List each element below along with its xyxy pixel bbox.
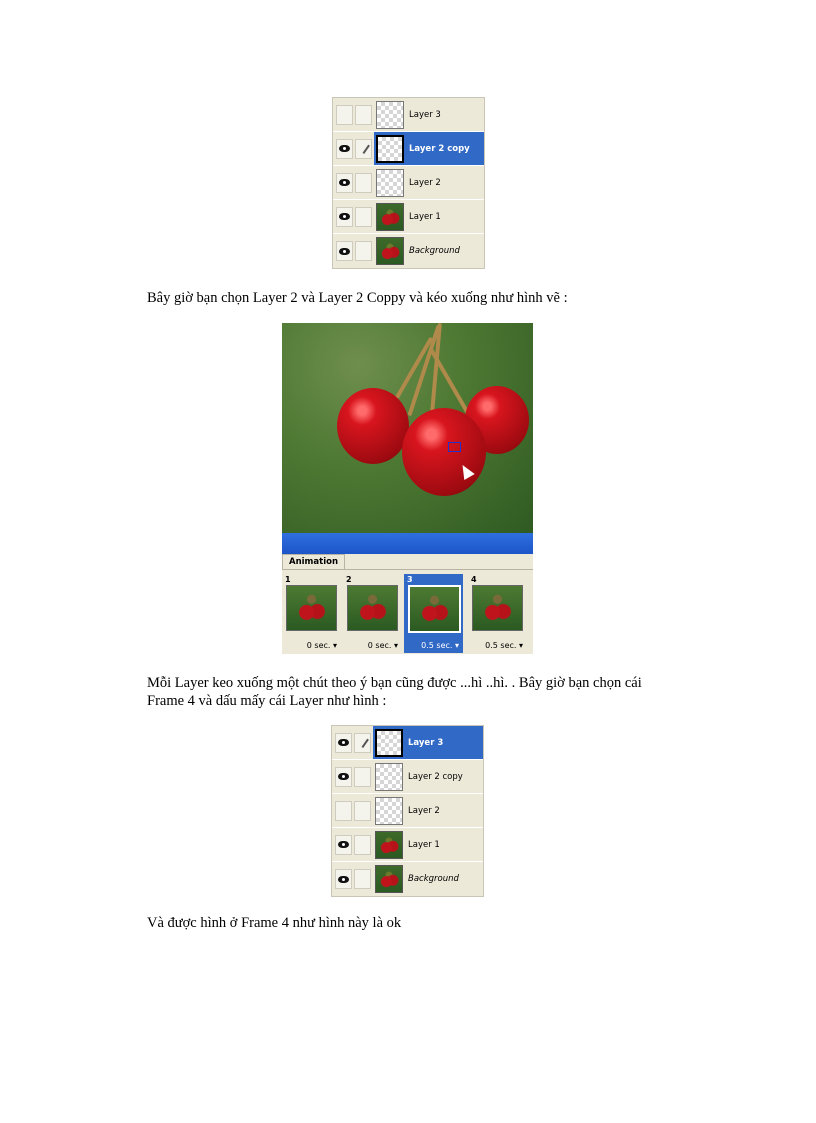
eye-icon — [338, 876, 349, 883]
layer-name: Background — [409, 246, 460, 256]
layer-thumbnail — [375, 729, 403, 757]
eye-icon — [338, 739, 349, 746]
animation-frame[interactable] — [404, 574, 463, 653]
animation-frame[interactable] — [343, 574, 402, 653]
frame-number: 4 — [471, 575, 477, 584]
layer-thumbnail — [375, 763, 403, 791]
frame-thumbnail — [286, 585, 337, 631]
layer-row[interactable] — [333, 132, 484, 166]
layer-name: Layer 3 — [409, 109, 441, 120]
brush-icon — [355, 140, 369, 154]
eye-icon — [338, 841, 349, 848]
layer-row[interactable] — [332, 726, 483, 760]
frame-thumbnail — [408, 585, 461, 633]
layer-row[interactable] — [332, 794, 483, 828]
eye-icon — [339, 179, 350, 186]
animation-frame[interactable] — [468, 574, 527, 653]
brush-icon — [354, 734, 368, 748]
link-toggle[interactable] — [354, 733, 371, 753]
instruction-paragraph-2-line-2: Frame 4 và dấu mấy cái Layer như hình : — [147, 693, 387, 709]
link-toggle[interactable] — [354, 869, 371, 889]
layer-name: Layer 2 copy — [409, 143, 470, 154]
selection-marker — [448, 442, 461, 452]
layer-thumbnail — [375, 865, 403, 893]
frame-delay-dropdown[interactable]: 0 sec. ▾ — [306, 641, 337, 650]
frame-number: 1 — [285, 575, 291, 584]
visibility-toggle[interactable] — [335, 869, 352, 889]
link-toggle[interactable] — [355, 139, 372, 159]
visibility-toggle[interactable] — [335, 733, 352, 753]
frame-number: 2 — [346, 575, 352, 584]
layers-panel-1 — [332, 97, 485, 269]
eye-icon — [339, 248, 350, 255]
layer-name: Layer 1 — [408, 839, 440, 850]
layer-thumbnail — [375, 797, 403, 825]
layer-name: Layer 1 — [409, 211, 441, 222]
eye-icon — [338, 773, 349, 780]
layer-thumbnail — [376, 169, 404, 197]
link-toggle[interactable] — [355, 105, 372, 125]
frame-thumbnail — [347, 585, 398, 631]
layer-row[interactable] — [332, 760, 483, 794]
link-toggle[interactable] — [354, 801, 371, 821]
visibility-toggle[interactable] — [336, 173, 353, 193]
frame-delay-dropdown[interactable]: 0.5 sec. ▾ — [485, 641, 523, 650]
visibility-toggle[interactable] — [336, 207, 353, 227]
layer-thumbnail — [376, 101, 404, 129]
layer-row[interactable] — [333, 234, 484, 268]
layer-name: Layer 3 — [408, 737, 444, 748]
animation-frame[interactable] — [282, 574, 341, 653]
layer-row[interactable] — [333, 200, 484, 234]
layer-row[interactable] — [332, 862, 483, 896]
link-toggle[interactable] — [354, 835, 371, 855]
instruction-paragraph-3: Và được hình ở Frame 4 như hình này là ok — [147, 915, 402, 931]
visibility-toggle[interactable] — [335, 767, 352, 787]
tab-divider — [282, 569, 533, 570]
layer-thumbnail — [376, 135, 404, 163]
layer-row[interactable] — [332, 828, 483, 862]
cherry-photo — [282, 323, 533, 533]
layer-name: Layer 2 — [409, 177, 441, 188]
link-toggle[interactable] — [354, 767, 371, 787]
frame-delay-dropdown[interactable]: 0.5 sec. ▾ — [421, 641, 459, 650]
frame-number: 3 — [407, 575, 413, 584]
layer-thumbnail — [375, 831, 403, 859]
visibility-toggle[interactable] — [336, 105, 353, 125]
tab-animation[interactable]: Animation — [282, 554, 345, 570]
layer-thumbnail — [376, 203, 404, 231]
eye-icon — [339, 213, 350, 220]
animation-screenshot — [282, 323, 533, 654]
instruction-paragraph-2-line-1: Mỗi Layer keo xuống một chút theo ý bạn cũng được ...hì ..hì. . Bây giờ bạn chọn cái — [147, 675, 642, 691]
frame-delay-dropdown[interactable]: 0 sec. ▾ — [367, 641, 398, 650]
layer-row[interactable] — [333, 166, 484, 200]
visibility-toggle[interactable] — [336, 241, 353, 261]
layers-panel-2 — [331, 725, 484, 897]
instruction-paragraph-1: Bây giờ bạn chọn Layer 2 và Layer 2 Coppy và kéo xuống như hình vẽ : — [147, 290, 568, 306]
visibility-toggle[interactable] — [336, 139, 353, 159]
layer-thumbnail — [376, 237, 404, 265]
layer-name: Layer 2 — [408, 805, 440, 816]
layer-name: Layer 2 copy — [408, 771, 463, 782]
eye-icon — [339, 145, 350, 152]
link-toggle[interactable] — [355, 173, 372, 193]
layer-row[interactable] — [333, 98, 484, 132]
frame-thumbnail — [472, 585, 523, 631]
visibility-toggle[interactable] — [335, 801, 352, 821]
layer-name: Background — [408, 874, 459, 884]
visibility-toggle[interactable] — [335, 835, 352, 855]
link-toggle[interactable] — [355, 207, 372, 227]
title-bar — [282, 533, 533, 554]
link-toggle[interactable] — [355, 241, 372, 261]
